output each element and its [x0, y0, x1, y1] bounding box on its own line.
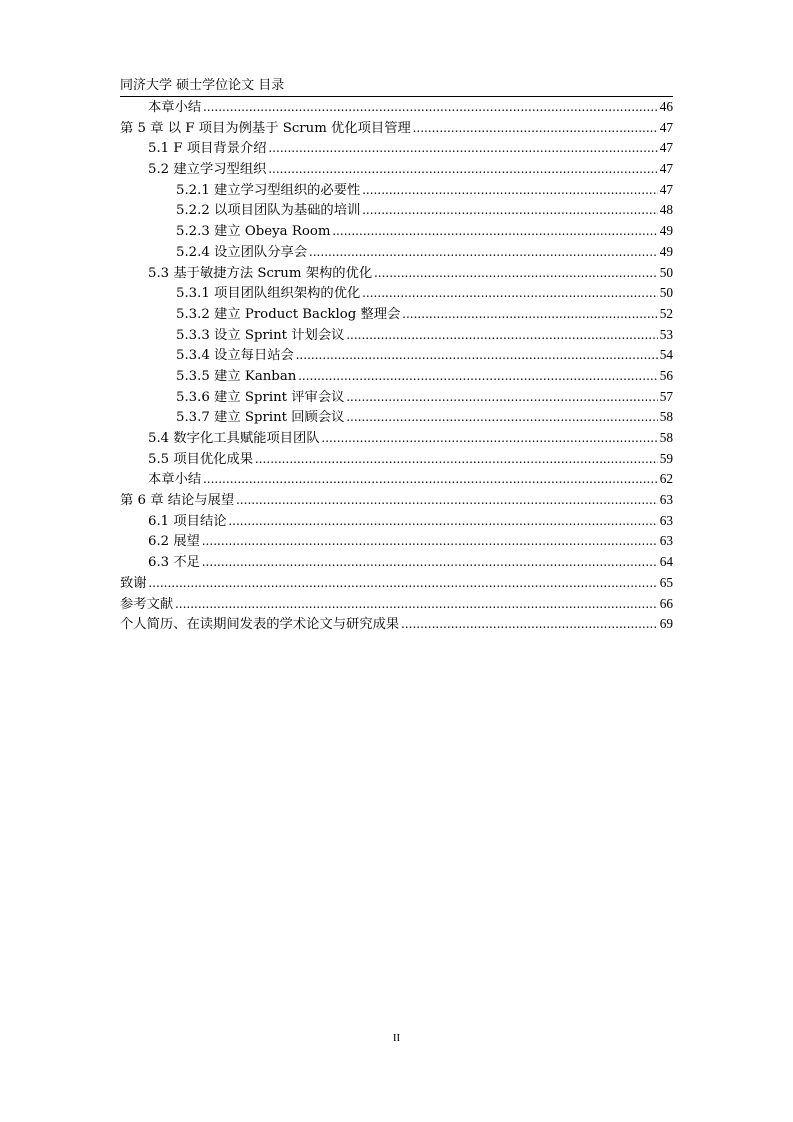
toc-leader-dots	[202, 552, 658, 573]
toc-entry-title: 5.3.1 项目团队组织架构的优化	[176, 286, 361, 302]
toc-entry-title: 致谢	[120, 575, 147, 591]
toc-entry-title: 5.4 数字化工具赋能项目团队	[148, 431, 320, 446]
toc-entry-title: 6.1 项目结论	[148, 513, 227, 529]
toc-entry-page: 58	[659, 409, 673, 425]
toc-entry-page: 62	[659, 471, 673, 487]
toc-leader-dots	[402, 304, 657, 325]
toc-entry-title: 参考文献	[120, 596, 174, 612]
toc-entry[interactable]	[120, 97, 673, 118]
toc-leader-dots	[296, 345, 658, 366]
toc-entry-page: 59	[659, 450, 673, 466]
toc-leader-dots	[309, 242, 658, 263]
toc-entry-page: 63	[659, 533, 673, 549]
toc-entry-page: 58	[659, 430, 673, 445]
toc-entry[interactable]	[120, 407, 673, 428]
toc-entry[interactable]	[120, 366, 673, 387]
toc-entry[interactable]	[120, 118, 673, 139]
toc-entry-title: 5.3.5 建立 Kanban	[176, 368, 297, 384]
toc-entry-page: 49	[659, 243, 673, 259]
toc-entry-title: 5.3.4 设立每日站会	[176, 348, 294, 364]
toc-entry-page: 69	[659, 616, 673, 632]
toc-entry-page: 47	[659, 119, 673, 135]
toc-entry-title: 5.2 建立学习型组织	[148, 162, 267, 178]
toc-entry-page: 49	[659, 223, 673, 239]
toc-entry-page: 64	[659, 554, 673, 570]
toc-entry-title: 5.3.2 建立 Product Backlog 整理会	[176, 306, 401, 322]
toc-entry-page: 53	[659, 326, 673, 342]
toc-entry-page: 47	[659, 181, 673, 197]
toc-entry[interactable]	[120, 552, 673, 573]
toc-entry-page: 47	[659, 140, 673, 156]
toc-entry-title: 5.2.1 建立学习型组织的必要性	[176, 182, 361, 198]
toc-entry-title: 5.2.3 建立 Obeya Room	[176, 224, 331, 240]
toc-leader-dots	[149, 573, 658, 594]
toc-entry[interactable]	[120, 283, 673, 304]
toc-entry-title: 第 6 章 结论与展望	[120, 493, 235, 509]
toc-entry-title: 5.2.4 设立团队分享会	[176, 244, 308, 260]
toc-leader-dots	[362, 283, 657, 304]
toc-entry-title: 5.2.2 以项目团队为基础的培训	[176, 203, 361, 219]
toc-entry[interactable]	[120, 511, 673, 532]
toc-entry[interactable]	[120, 387, 673, 408]
toc-entry-title: 第 5 章 以 F 项目为例基于 Scrum 优化项目管理	[120, 120, 411, 136]
toc-leader-dots	[255, 449, 658, 470]
toc-leader-dots	[374, 263, 658, 284]
toc-entry[interactable]	[120, 449, 673, 470]
toc-entry-page: 63	[659, 492, 673, 508]
toc-entry-title: 5.3 基于敏捷方法 Scrum 架构的优化	[148, 265, 373, 281]
toc-leader-dots	[346, 407, 657, 428]
toc-entry[interactable]	[120, 263, 673, 284]
toc-leader-dots	[203, 97, 658, 118]
toc-entry-page: 48	[659, 202, 673, 218]
toc-entry[interactable]	[120, 469, 673, 490]
running-header	[120, 78, 673, 97]
toc-entry[interactable]	[120, 242, 673, 263]
toc-entry-title: 本章小结	[148, 100, 202, 115]
toc-entry[interactable]	[120, 614, 673, 635]
toc-entry-page: 47	[659, 161, 673, 177]
toc-entry-title: 5.3.3 设立 Sprint 计划会议	[176, 327, 345, 343]
toc-leader-dots	[332, 221, 657, 242]
toc-entry[interactable]	[120, 490, 673, 511]
toc-entry-page: 56	[659, 367, 673, 383]
toc-leader-dots	[413, 118, 658, 139]
toc-leader-dots	[175, 594, 658, 615]
toc-leader-dots	[236, 490, 657, 511]
toc-entry-page: 54	[659, 347, 673, 363]
toc-entry-title: 5.5 项目优化成果	[148, 451, 254, 467]
toc-entry[interactable]	[120, 573, 673, 594]
toc-entry-title: 个人简历、在读期间发表的学术论文与研究成果	[120, 617, 400, 633]
toc-leader-dots	[362, 180, 657, 201]
toc-leader-dots	[346, 325, 657, 346]
toc-leader-dots	[268, 159, 657, 180]
toc-entry[interactable]	[120, 531, 673, 552]
table-of-contents	[120, 97, 673, 635]
toc-entry-page: 66	[659, 595, 673, 611]
toc-leader-dots	[203, 469, 658, 490]
toc-entry-title: 6.3 不足	[148, 555, 200, 571]
toc-entry[interactable]	[120, 325, 673, 346]
toc-leader-dots	[298, 366, 657, 387]
toc-leader-dots	[322, 428, 658, 449]
toc-entry-title: 6.2 展望	[148, 534, 200, 550]
toc-entry[interactable]	[120, 138, 673, 159]
toc-entry-title: 5.3.7 建立 Sprint 回顾会议	[176, 410, 345, 426]
toc-entry[interactable]	[120, 159, 673, 180]
toc-leader-dots	[401, 614, 657, 635]
page-number: II	[392, 1032, 401, 1044]
toc-entry[interactable]	[120, 345, 673, 366]
toc-leader-dots	[362, 200, 657, 221]
toc-entry-page: 50	[659, 264, 673, 280]
toc-leader-dots	[229, 511, 658, 532]
toc-entry[interactable]	[120, 594, 673, 615]
toc-entry-page: 65	[659, 574, 673, 590]
toc-entry[interactable]	[120, 304, 673, 325]
toc-entry[interactable]	[120, 180, 673, 201]
toc-entry-title: 本章小结	[148, 472, 202, 488]
toc-entry-page: 63	[659, 512, 673, 528]
toc-entry-title: 5.3.6 建立 Sprint 评审会议	[176, 389, 345, 405]
toc-entry[interactable]	[120, 428, 673, 449]
toc-leader-dots	[202, 531, 658, 552]
header-title: 同济大学 硕士学位论文 目录	[120, 78, 285, 93]
toc-leader-dots	[269, 138, 658, 159]
toc-entry[interactable]	[120, 200, 673, 221]
toc-entry-page: 50	[659, 285, 673, 301]
toc-entry-page: 52	[659, 305, 673, 321]
toc-entry-title: 5.1 F 项目背景介绍	[148, 141, 267, 157]
toc-leader-dots	[346, 387, 657, 408]
toc-entry[interactable]	[120, 221, 673, 242]
toc-entry-page: 57	[659, 388, 673, 404]
toc-entry-page: 46	[659, 99, 673, 114]
